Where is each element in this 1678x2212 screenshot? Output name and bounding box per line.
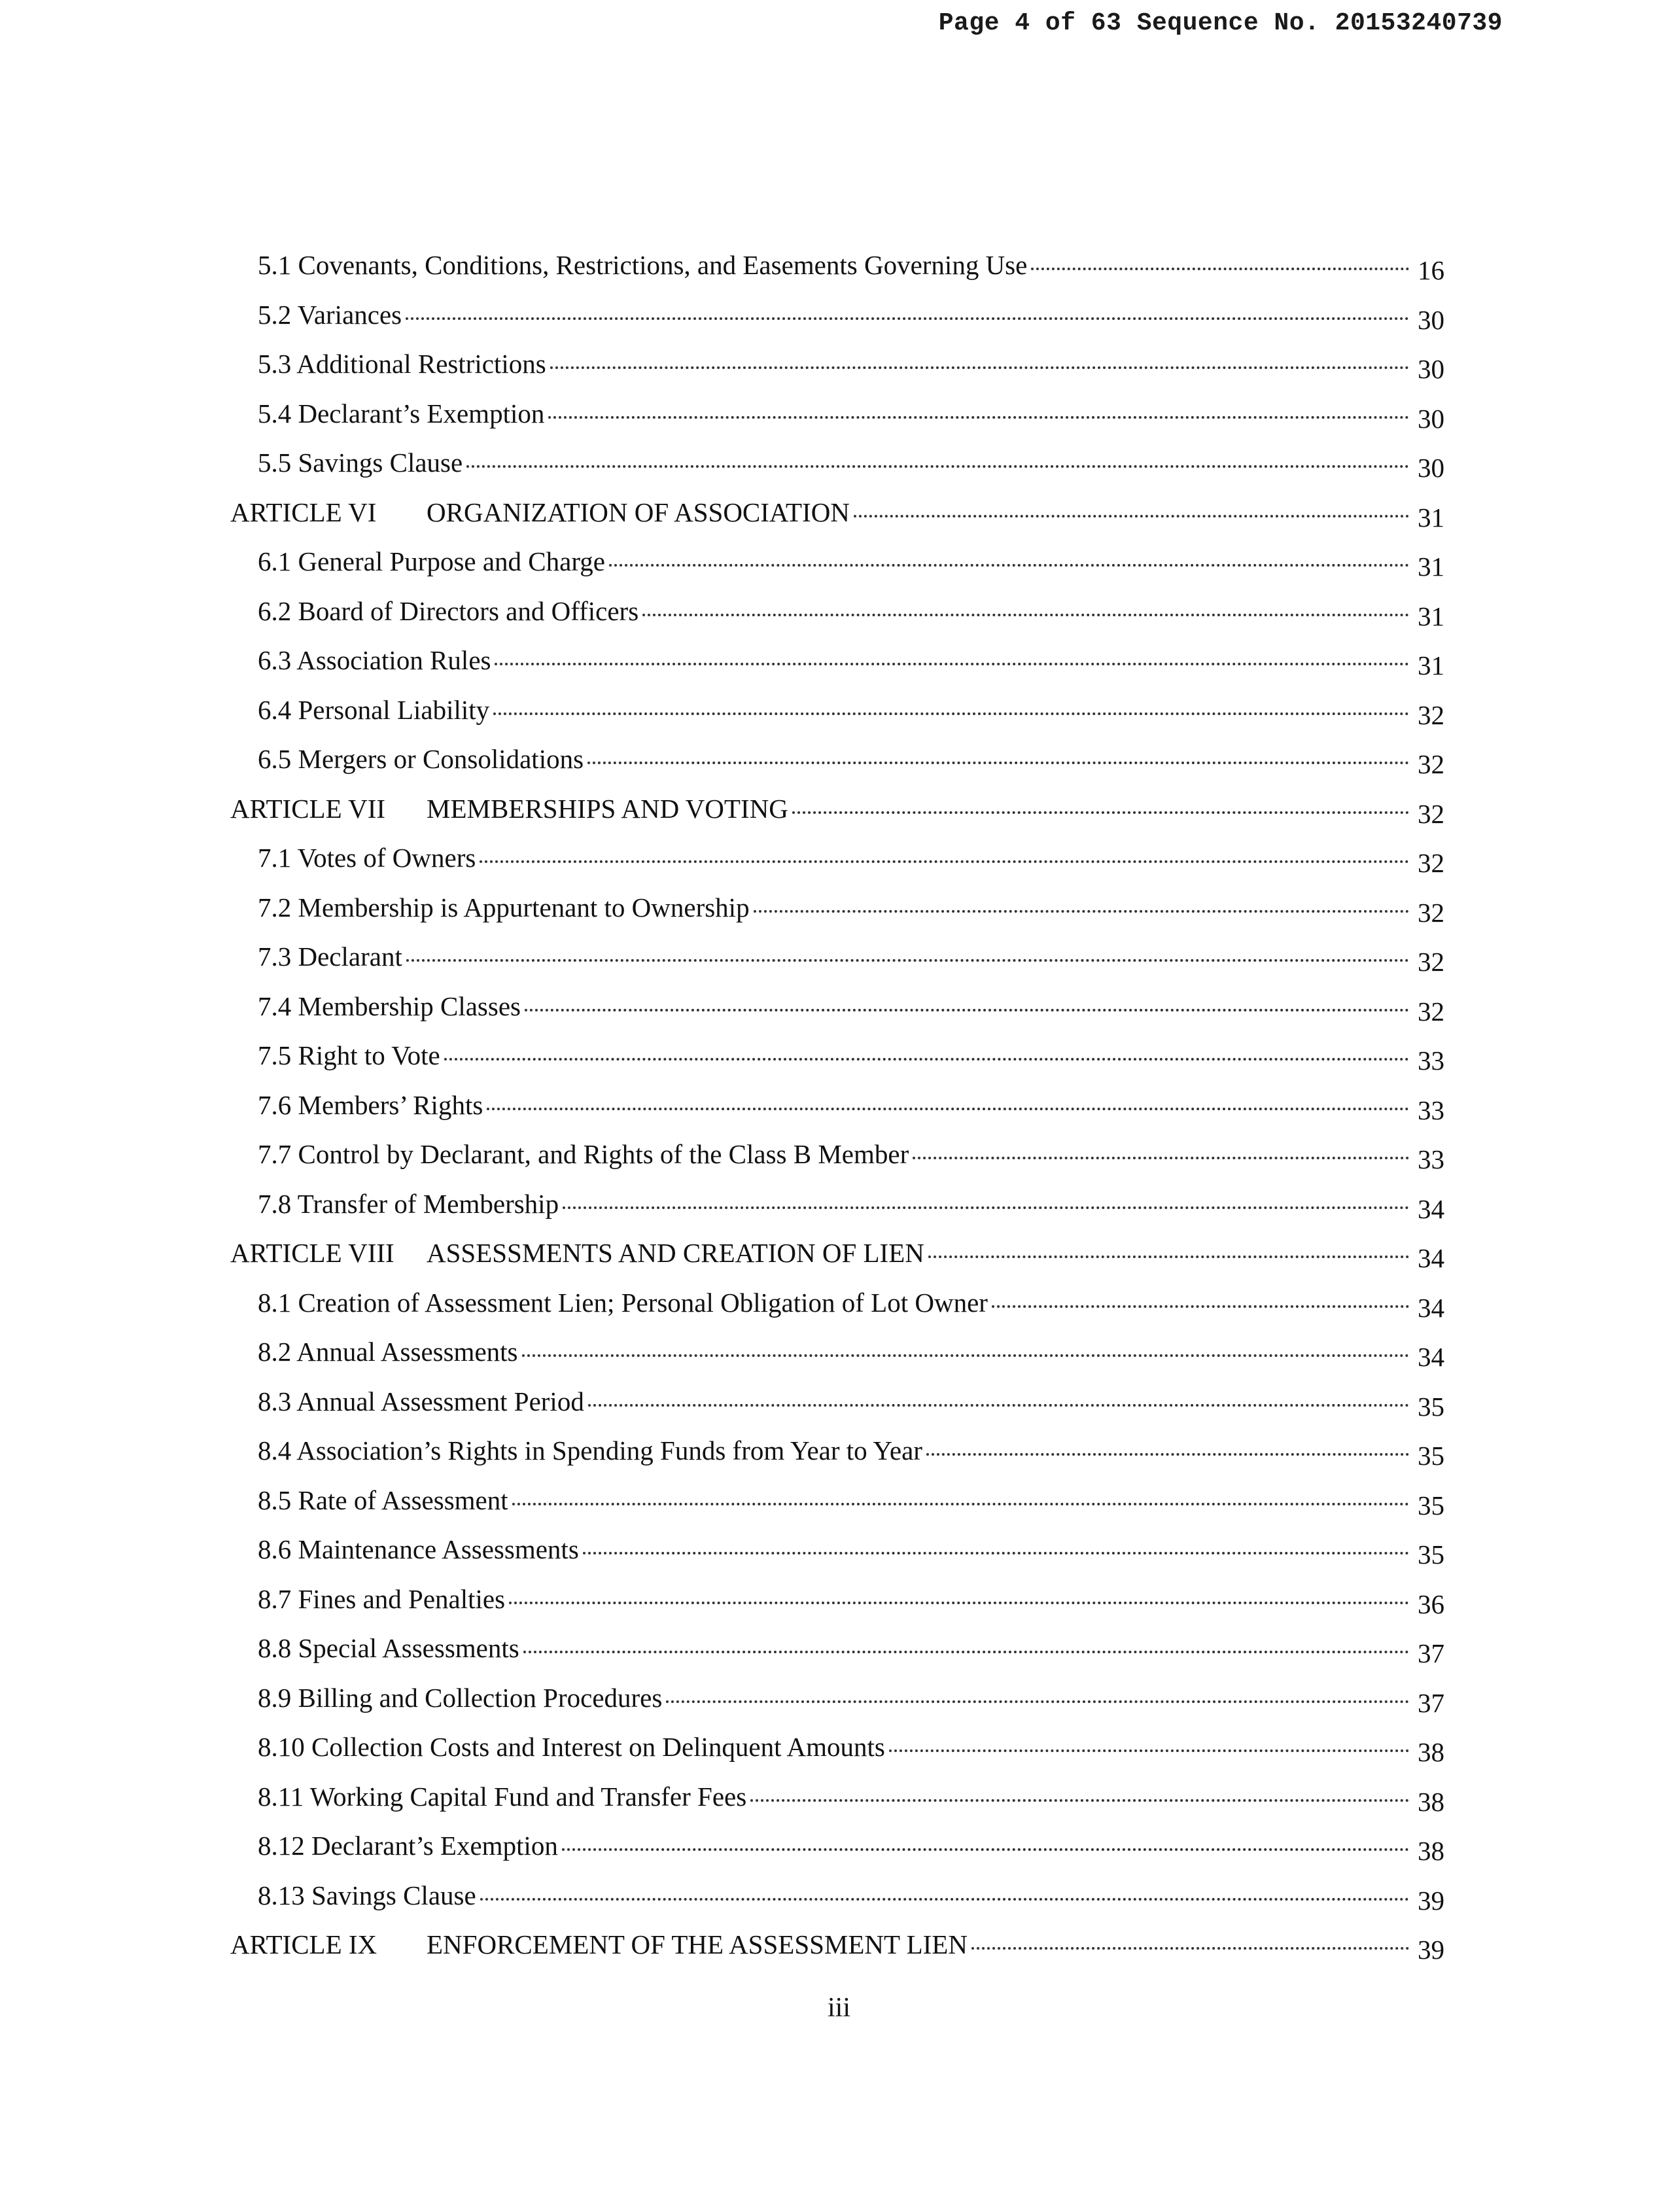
toc-section-row <box>222 636 1444 686</box>
toc-section-row <box>222 1723 1444 1772</box>
toc-section-row <box>222 1575 1444 1624</box>
toc-entry-title: 8.1 Creation of Assessment Lien; Personal Obligation of Lot Owner <box>258 1287 988 1318</box>
toc-section-row <box>222 1426 1444 1476</box>
toc-section-row <box>222 241 1444 290</box>
dot-leader <box>587 762 1409 764</box>
toc-page-number: 33 <box>1418 1045 1444 1076</box>
toc-page-number: 35 <box>1418 1539 1444 1570</box>
toc-page-number: 32 <box>1418 947 1444 977</box>
toc-page-number: 16 <box>1418 255 1444 285</box>
toc-page-number: 31 <box>1418 552 1444 582</box>
dot-leader <box>522 1354 1410 1357</box>
dot-leader <box>642 614 1409 616</box>
toc-entry-title: 7.4 Membership Classes <box>258 991 521 1021</box>
toc-page-number: 30 <box>1418 354 1444 384</box>
toc-article-title: ASSESSMENTS AND CREATION OF LIEN <box>427 1238 924 1268</box>
dot-leader <box>928 1255 1409 1258</box>
toc-entry-title: 8.2 Annual Assessments <box>258 1337 518 1367</box>
dot-leader <box>550 366 1409 369</box>
toc-page-number: 30 <box>1418 403 1444 434</box>
toc-section-row <box>222 1674 1444 1723</box>
dot-leader <box>854 515 1409 518</box>
dot-leader <box>609 564 1409 567</box>
toc-entry-title: 5.2 Variances <box>258 299 402 330</box>
toc-entry-title: 8.8 Special Assessments <box>258 1633 519 1663</box>
toc-section-row <box>222 438 1444 488</box>
dot-leader <box>480 1898 1409 1901</box>
toc-entry-title: 8.6 Maintenance Assessments <box>258 1534 579 1564</box>
table-of-contents <box>222 241 1444 1970</box>
toc-page-number: 38 <box>1418 1737 1444 1767</box>
dot-leader <box>523 1651 1409 1653</box>
toc-entry-title: 7.8 Transfer of Membership <box>258 1188 559 1219</box>
toc-entry-title <box>230 1920 968 1970</box>
toc-section-row <box>222 686 1444 735</box>
toc-page-number: 32 <box>1418 897 1444 928</box>
toc-entry-title <box>230 784 788 834</box>
dot-leader <box>889 1749 1409 1752</box>
toc-page-number: 32 <box>1418 996 1444 1027</box>
toc-entry-title: 8.4 Association’s Rights in Spending Funds from Year to Year <box>258 1435 922 1466</box>
toc-entry-title: 7.7 Control by Declarant, and Rights of the Class B Member <box>258 1139 909 1169</box>
dot-leader <box>1031 268 1409 270</box>
toc-page-number: 33 <box>1418 1144 1444 1174</box>
dot-leader <box>493 712 1409 715</box>
toc-page-number: 30 <box>1418 453 1444 483</box>
dot-leader <box>406 959 1409 962</box>
toc-entry-title: 6.2 Board of Directors and Officers <box>258 595 639 626</box>
dot-leader <box>926 1453 1409 1456</box>
toc-section-row <box>222 1031 1444 1081</box>
toc-entry-title: 5.4 Declarant’s Exemption <box>258 398 545 429</box>
toc-section-row <box>222 834 1444 883</box>
dot-leader <box>750 1799 1409 1802</box>
dot-leader <box>992 1305 1409 1308</box>
toc-entry-title: 8.13 Savings Clause <box>258 1880 476 1910</box>
toc-page-number: 32 <box>1418 749 1444 779</box>
toc-article-row <box>222 784 1444 834</box>
toc-section-row <box>222 932 1444 982</box>
toc-section-row <box>222 340 1444 389</box>
toc-section-row <box>222 587 1444 637</box>
toc-section-row <box>222 389 1444 439</box>
toc-page-number: 32 <box>1418 848 1444 878</box>
toc-article-row <box>222 1229 1444 1278</box>
toc-section-row <box>222 1624 1444 1674</box>
dot-leader <box>666 1700 1409 1703</box>
toc-entry-title: 6.4 Personal Liability <box>258 694 490 725</box>
toc-section-row <box>222 1772 1444 1822</box>
dot-leader <box>480 860 1409 863</box>
toc-page-number: 35 <box>1418 1490 1444 1520</box>
toc-article-title: ENFORCEMENT OF THE ASSESSMENT LIEN <box>427 1929 968 1959</box>
toc-entry-title <box>230 1229 924 1278</box>
dot-leader <box>583 1552 1409 1554</box>
toc-page-number: 35 <box>1418 1441 1444 1471</box>
toc-page-number: 32 <box>1418 798 1444 829</box>
dot-leader <box>562 1848 1409 1851</box>
dot-leader <box>406 317 1409 320</box>
dot-leader <box>971 1947 1409 1950</box>
dot-leader <box>525 1009 1409 1011</box>
toc-page-number: 35 <box>1418 1391 1444 1422</box>
toc-page-number: 39 <box>1418 1935 1444 1965</box>
dot-leader <box>444 1058 1409 1061</box>
toc-page-number: 31 <box>1418 650 1444 680</box>
toc-entry-title: 8.9 Billing and Collection Procedures <box>258 1682 663 1713</box>
toc-page-number: 32 <box>1418 699 1444 730</box>
toc-section-row <box>222 1821 1444 1871</box>
toc-section-row <box>222 1278 1444 1328</box>
toc-section-row <box>222 1525 1444 1575</box>
toc-section-row <box>222 290 1444 340</box>
toc-section-row <box>222 883 1444 933</box>
toc-section-row <box>222 1081 1444 1131</box>
toc-article-row <box>222 488 1444 538</box>
toc-section-row <box>222 1180 1444 1229</box>
toc-section-row <box>222 1476 1444 1526</box>
toc-page-number: 34 <box>1418 1342 1444 1372</box>
dot-leader <box>588 1404 1409 1407</box>
toc-page-number: 37 <box>1418 1638 1444 1668</box>
toc-entry-title: 7.2 Membership is Appurtenant to Ownership <box>258 892 750 922</box>
toc-section-row <box>222 982 1444 1032</box>
toc-entry-title: 8.10 Collection Costs and Interest on Delinquent Amounts <box>258 1732 885 1762</box>
toc-page-number: 37 <box>1418 1687 1444 1718</box>
toc-page-number: 30 <box>1418 304 1444 335</box>
toc-entry-title: 6.3 Association Rules <box>258 645 491 675</box>
toc-entry-title: 7.6 Members’ Rights <box>258 1089 483 1120</box>
toc-page-number: 31 <box>1418 601 1444 631</box>
toc-article-number: ARTICLE VI <box>230 497 377 527</box>
toc-article-title: ORGANIZATION OF ASSOCIATION <box>427 497 850 527</box>
dot-leader <box>466 465 1409 468</box>
page-header: Page 4 of 63 Sequence No. 20153240739 <box>938 9 1503 37</box>
dot-leader <box>754 910 1409 913</box>
toc-entry-title: 6.1 General Purpose and Charge <box>258 546 605 576</box>
toc-section-row <box>222 735 1444 784</box>
dot-leader <box>487 1108 1409 1110</box>
toc-entry-title: 6.5 Mergers or Consolidations <box>258 744 584 774</box>
toc-page-number: 34 <box>1418 1243 1444 1273</box>
dot-leader <box>792 811 1409 814</box>
toc-page-number: 38 <box>1418 1786 1444 1817</box>
toc-page-number: 39 <box>1418 1885 1444 1916</box>
toc-entry-title: 8.11 Working Capital Fund and Transfer Fees <box>258 1781 747 1812</box>
toc-page-number: 34 <box>1418 1193 1444 1224</box>
dot-leader <box>913 1157 1409 1159</box>
toc-page-number: 36 <box>1418 1589 1444 1619</box>
dot-leader <box>548 416 1409 419</box>
dot-leader <box>509 1602 1409 1604</box>
toc-entry-title: 8.12 Declarant’s Exemption <box>258 1831 558 1861</box>
toc-section-row <box>222 1130 1444 1180</box>
toc-article-number: ARTICLE VIII <box>230 1238 394 1268</box>
toc-article-title: MEMBERSHIPS AND VOTING <box>427 793 788 824</box>
toc-section-row <box>222 1871 1444 1921</box>
toc-entry-title: 5.3 Additional Restrictions <box>258 349 546 379</box>
toc-section-row <box>222 1327 1444 1377</box>
dot-leader <box>512 1503 1409 1505</box>
dot-leader <box>563 1206 1409 1209</box>
toc-entry-title: 5.5 Savings Clause <box>258 448 463 478</box>
toc-page-number: 33 <box>1418 1095 1444 1125</box>
toc-entry-title: 8.7 Fines and Penalties <box>258 1583 506 1614</box>
toc-page-number: 38 <box>1418 1836 1444 1866</box>
page-number: iii <box>827 1993 850 2023</box>
toc-article-number: ARTICLE VII <box>230 793 386 824</box>
toc-entry-title: 5.1 Covenants, Conditions, Restrictions, and Easements Governing Use <box>258 250 1028 280</box>
toc-page-number: 34 <box>1418 1292 1444 1323</box>
toc-entry-title <box>230 488 850 538</box>
toc-page-number: 31 <box>1418 502 1444 533</box>
toc-entry-title: 8.3 Annual Assessment Period <box>258 1386 584 1416</box>
toc-section-row <box>222 537 1444 587</box>
toc-entry-title: 7.5 Right to Vote <box>258 1040 440 1070</box>
toc-entry-title: 7.1 Votes of Owners <box>258 843 476 873</box>
toc-article-row <box>222 1920 1444 1970</box>
dot-leader <box>495 663 1409 665</box>
toc-article-number: ARTICLE IX <box>230 1929 377 1959</box>
toc-entry-title: 7.3 Declarant <box>258 941 402 972</box>
toc-entry-title: 8.5 Rate of Assessment <box>258 1484 508 1515</box>
toc-section-row <box>222 1377 1444 1427</box>
